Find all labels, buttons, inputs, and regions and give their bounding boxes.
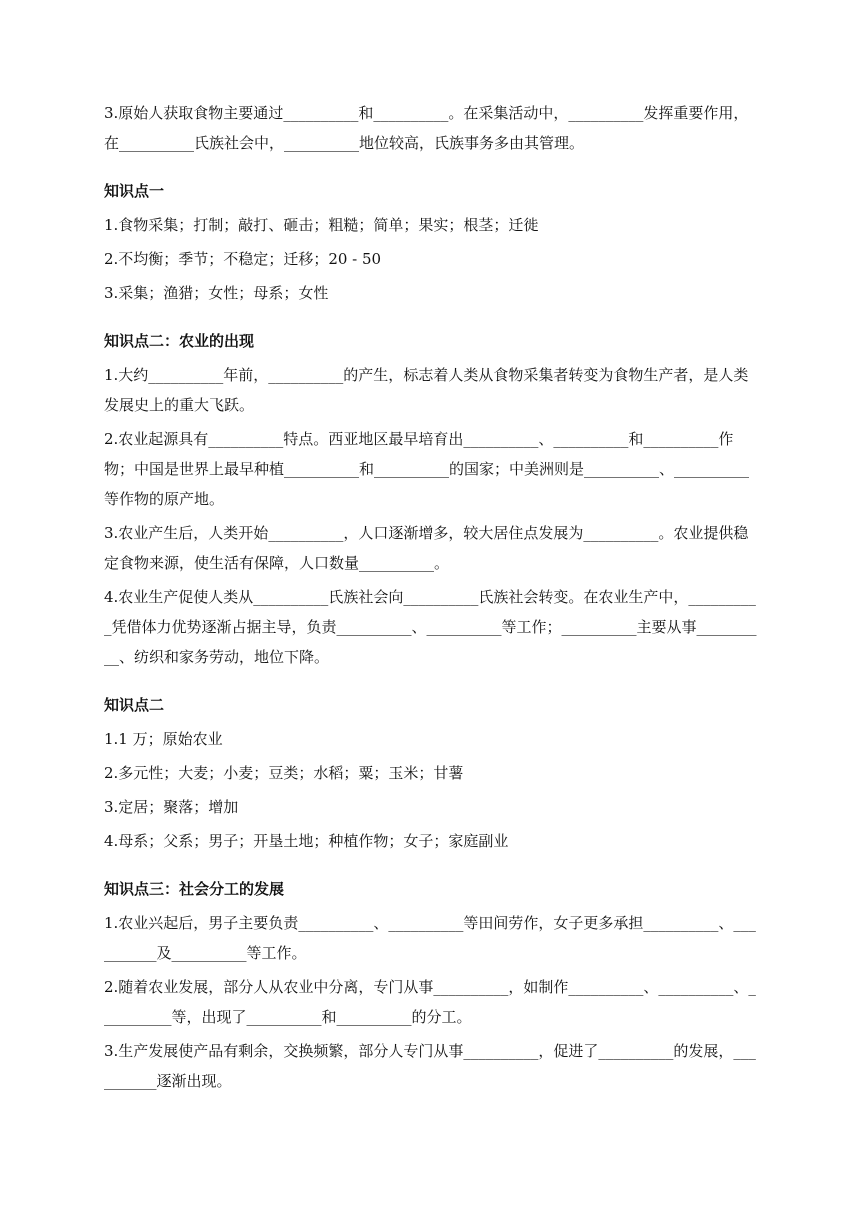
section-3-item-1: 1.农业兴起后，男子主要负责__________、__________等田间劳作，女子更多承担__________、__________及__________等工作。 [104, 914, 756, 962]
answer-2-4: 4.母系；父系；男子；开垦土地；种植作物；女子；家庭副业 [104, 832, 509, 850]
section-2-item-3: 3.农业产生后，人类开始__________，人口逐渐增多，较大居住点发展为__________。农业提供稳定食物来源，使生活有保障，人口数量__________。 [104, 524, 749, 572]
section-2-item-1: 1.大约__________年前，__________的产生，标志着人类从食物采集者转变为食物生产者，是人类发展史上的重大飞跃。 [104, 366, 749, 414]
section-3-item-3: 3.生产发展使产品有剩余，交换频繁，部分人专门从事__________，促进了__________的发展，__________逐渐出现。 [104, 1042, 756, 1090]
section-2-item-4: 4.农业生产促使人类从__________氏族社会向__________氏族社会转变。在农业生产中，__________凭借体力优势逐渐占据主导，负责__________、__________等工作；__________主要从事__________、纺织和家务劳动，地位下降。 [104, 588, 757, 666]
answer-2-2: 2.多元性；大麦；小麦；豆类；水稻；粟；玉米；甘薯 [104, 764, 464, 782]
answer-1-3: 3.采集；渔猎；女性；母系；女性 [104, 284, 329, 302]
section-2-heading: 知识点二：农业的出现 [104, 332, 255, 350]
document-content [104, 98, 760, 1100]
section-3-heading: 知识点三：社会分工的发展 [104, 880, 285, 898]
section-2-item-2: 2.农业起源具有__________特点。西亚地区最早培育出__________、__________和__________作物；中国是世界上最早种植__________和__________的国家；中美洲则是__________、__________等作物的原产地。 [104, 430, 750, 508]
answer-2-3: 3.定居；聚落；增加 [104, 798, 239, 816]
answers-1-heading: 知识点一 [104, 182, 165, 200]
answer-1-1: 1.食物采集；打制；敲打、砸击；粗糙；简单；果实；根茎；迁徙 [104, 216, 539, 234]
answers-2-heading: 知识点二 [104, 696, 165, 714]
section-3-item-2: 2.随着农业发展，部分人从农业中分离，专门从事__________，如制作__________、__________、__________等，出现了__________和__________的分工。 [104, 978, 756, 1026]
answer-1-2: 2.不均衡；季节；不稳定；迁移；20 - 50 [104, 250, 382, 268]
answer-2-1: 1.1 万；原始农业 [104, 730, 223, 748]
question-3: 3.原始人获取食物主要通过__________和__________。在采集活动中，__________发挥重要作用，在__________氏族社会中，__________地位较高，氏族事务多由其管理。 [104, 104, 749, 152]
